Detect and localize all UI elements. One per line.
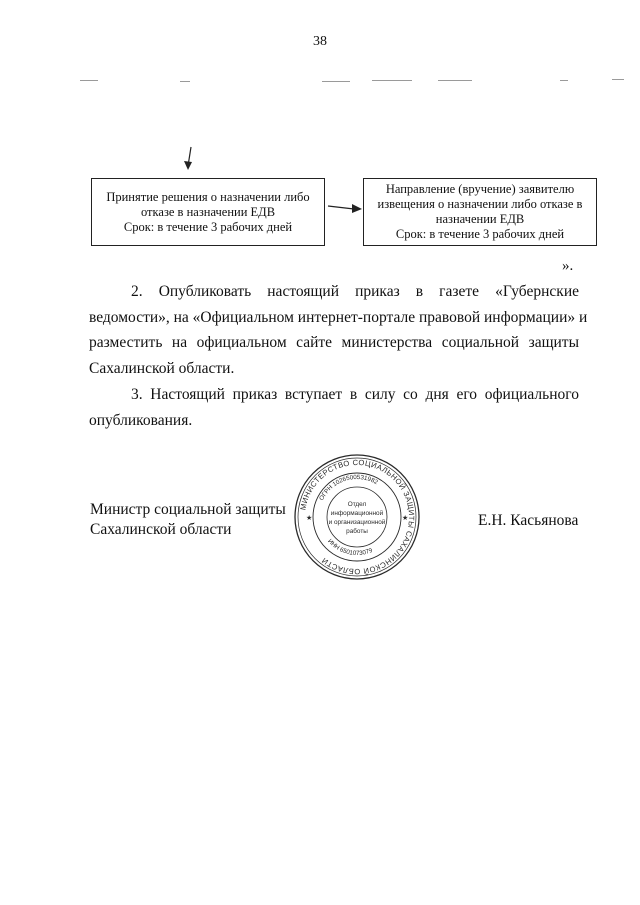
- paragraph-effective-line2: опубликования.: [89, 411, 193, 429]
- seal-star-left: ★: [306, 514, 313, 522]
- seal-center-line1: Отдел: [347, 501, 367, 508]
- official-seal: [292, 452, 422, 582]
- closing-quote: ».: [562, 258, 574, 274]
- flow-box-notification: [363, 178, 597, 246]
- signatory-title: [90, 500, 286, 540]
- paragraph-publish: [89, 279, 588, 381]
- flow-box-decision-line1: Принятие решения о назначении либо: [106, 189, 310, 204]
- page-number: 38: [313, 34, 327, 49]
- seal-center-line3: и организационной: [328, 519, 386, 526]
- flow-box-notification-line2: извещения о назначении либо отказе в: [377, 197, 583, 211]
- paragraph-effective-line1: 3. Настоящий приказ вступает в силу со дня его официального: [131, 386, 579, 403]
- seal-ring-text: МИНИСТЕРСТВО СОЦИАЛЬНОЙ ЗАЩИТЫ САХАЛИНСКОЙ ОБЛАСТИ: [298, 457, 417, 577]
- seal-center-line2: информационной: [330, 510, 384, 517]
- flow-box-decision-line3: Срок: в течение 3 рабочих дней: [123, 219, 293, 234]
- paragraph-effective: [89, 382, 579, 433]
- flow-arrow-down: [182, 146, 198, 174]
- seal-star-right: ★: [402, 514, 409, 522]
- flow-box-decision: [91, 178, 325, 246]
- paragraph-publish-line1: 2. Опубликовать настоящий приказ в газете «Губернские: [131, 283, 579, 300]
- seal-ogrn: ОГРН 1026500531982: [318, 473, 379, 502]
- flow-box-notification-line3: назначении ЕДВ: [435, 212, 525, 226]
- signatory-name: Е.Н. Касьянова: [478, 512, 579, 529]
- seal-center-line4: работы: [346, 528, 368, 535]
- flow-box-notification-line4: Срок: в течение 3 рабочих дней: [395, 227, 565, 241]
- signatory-title-line2: Сахалинской области: [90, 521, 232, 538]
- paragraph-publish-line3: разместить на официальном сайте министерства социальной защиты: [89, 334, 579, 351]
- paragraph-publish-line4: Сахалинской области.: [89, 359, 235, 377]
- paragraph-publish-line2: ведомости», на «Официальном интернет-портале правовой информации» и: [89, 308, 588, 326]
- flow-box-decision-line2: отказе в назначении ЕДВ: [140, 204, 276, 219]
- signatory-title-line1: Министр социальной защиты: [90, 501, 286, 518]
- flow-arrow-right: [326, 200, 364, 216]
- seal-inn: ИНН 6501073079: [326, 537, 374, 558]
- flow-box-notification-line1: Направление (вручение) заявителю: [385, 182, 575, 196]
